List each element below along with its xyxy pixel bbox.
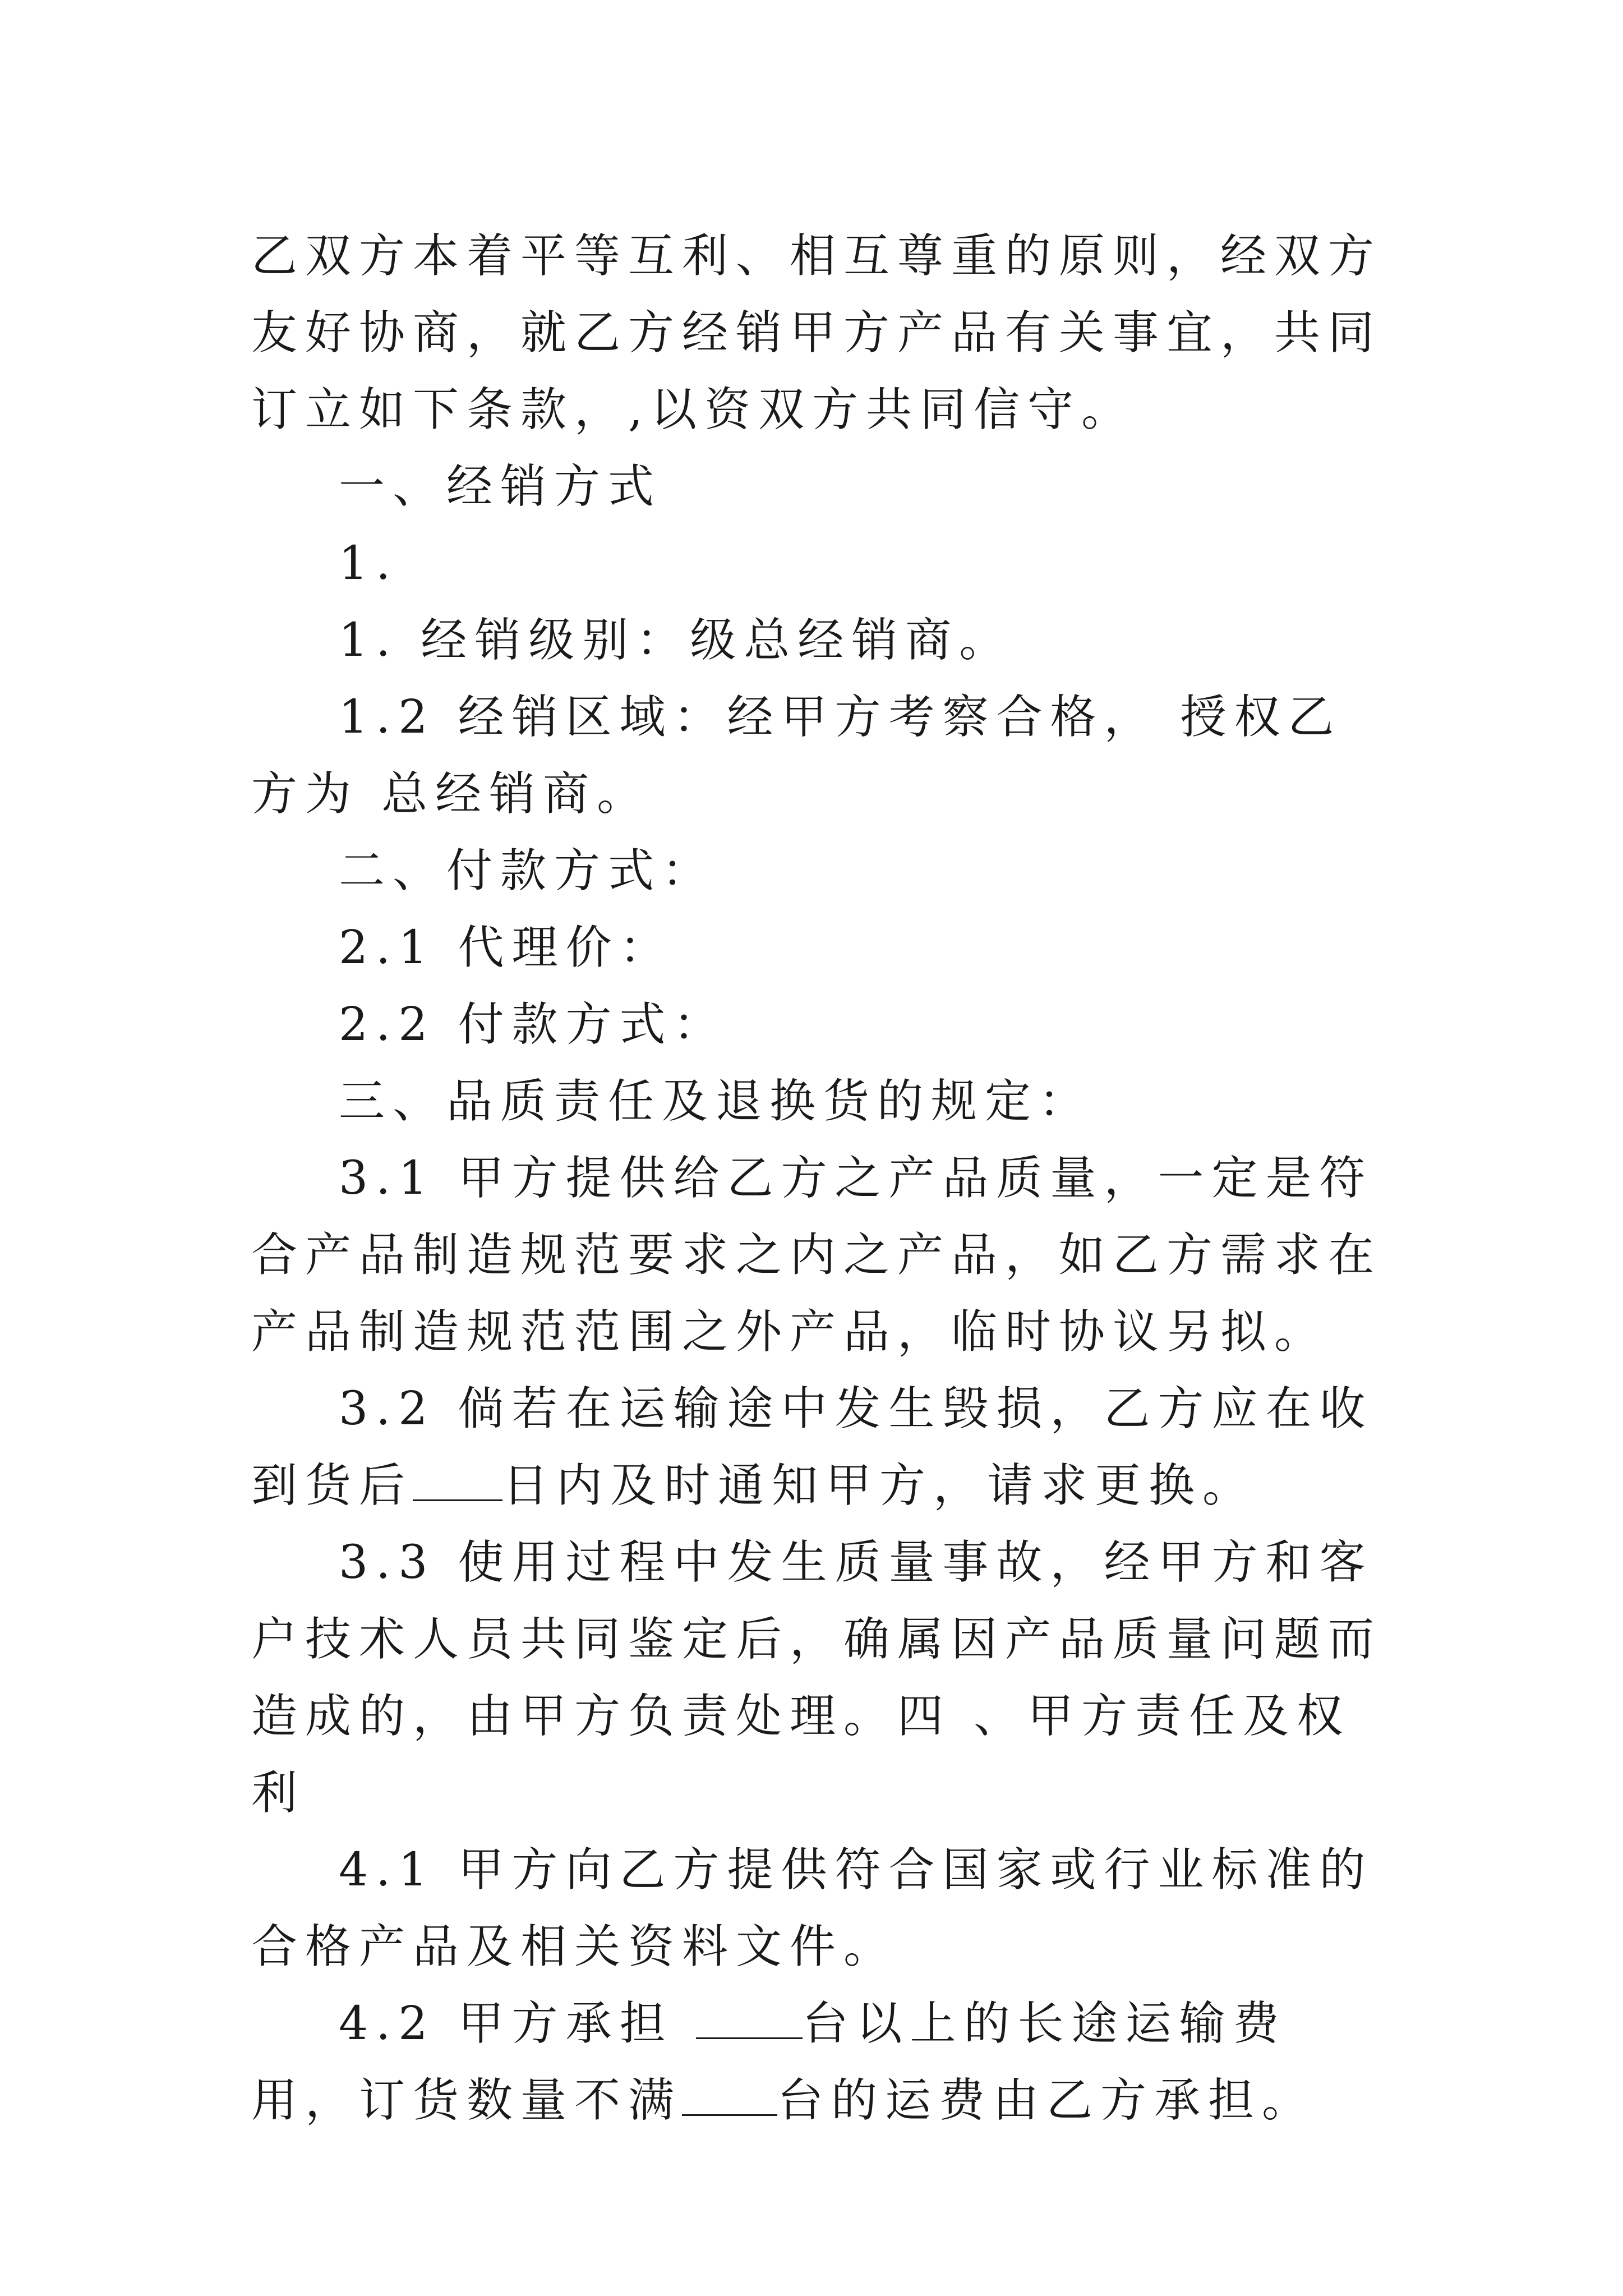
clause-1: 1. bbox=[339, 537, 399, 590]
clause-4-2-text-c: 台的运费由乙方承担。 bbox=[777, 2074, 1316, 2127]
clause-4-2 bbox=[251, 1985, 1384, 2139]
blank-units-threshold-field[interactable] bbox=[696, 1998, 803, 2039]
section-heading-1: 一、经销方式 bbox=[339, 460, 662, 513]
clause-3-2-text-a: 3.2 倘若在运输途中发生毁损，乙方应在收到货后 bbox=[251, 1382, 1373, 1512]
clause-3-2-text-b: 日内及时通知甲方，请求更换。 bbox=[502, 1459, 1257, 1512]
document-body bbox=[251, 218, 1384, 2139]
blank-units-minimum-field[interactable] bbox=[682, 2075, 777, 2116]
clause-3-1: 3.1 甲方提供给乙方之产品质量，一定是符合产品制造规范要求之内之产品，如乙方需求在产品制造规范范围之外产品，临时协议另拟。 bbox=[251, 1152, 1382, 1359]
clause-2-1: 2.1 代理价： bbox=[339, 921, 674, 974]
clause-3-3: 3.3 使用过程中发生质量事故，经甲方和客户技术人员共同鉴定后，确属因产品质量问题而造成的，由甲方负责处理。四 、甲方责任及权利 bbox=[251, 1536, 1382, 1820]
clause-4-2-text-b: 台以上的长途运输费用，订货数量不满 bbox=[251, 1997, 1287, 2127]
clause-4-2-text-a: 4.2 甲方承担 bbox=[339, 1997, 696, 2050]
clause-1-2: 1.2 经销区域：经甲方考察合格， 授权乙方为 总经销商。 bbox=[251, 691, 1342, 821]
section-heading-2: 二、付款方式： bbox=[339, 844, 716, 898]
clause-3-2 bbox=[251, 1370, 1384, 1524]
section-heading-3: 三、品质责任及退换货的规定： bbox=[339, 1075, 1093, 1128]
paragraph-preamble: 乙双方本着平等互利、相互尊重的原则，经双方友好协商，就乙方经销甲方产品有关事宜，共同订立如下条款，,以资双方共同信守。 bbox=[251, 229, 1382, 436]
clause-2-2: 2.2 付款方式： bbox=[339, 998, 727, 1051]
clause-4-1: 4.1 甲方向乙方提供符合国家或行业标准的合格产品及相关资料文件。 bbox=[251, 1843, 1373, 1973]
clause-1-1: 1. 经销级别：级总经销商。 bbox=[339, 614, 1013, 667]
blank-days-field[interactable] bbox=[413, 1460, 502, 1501]
